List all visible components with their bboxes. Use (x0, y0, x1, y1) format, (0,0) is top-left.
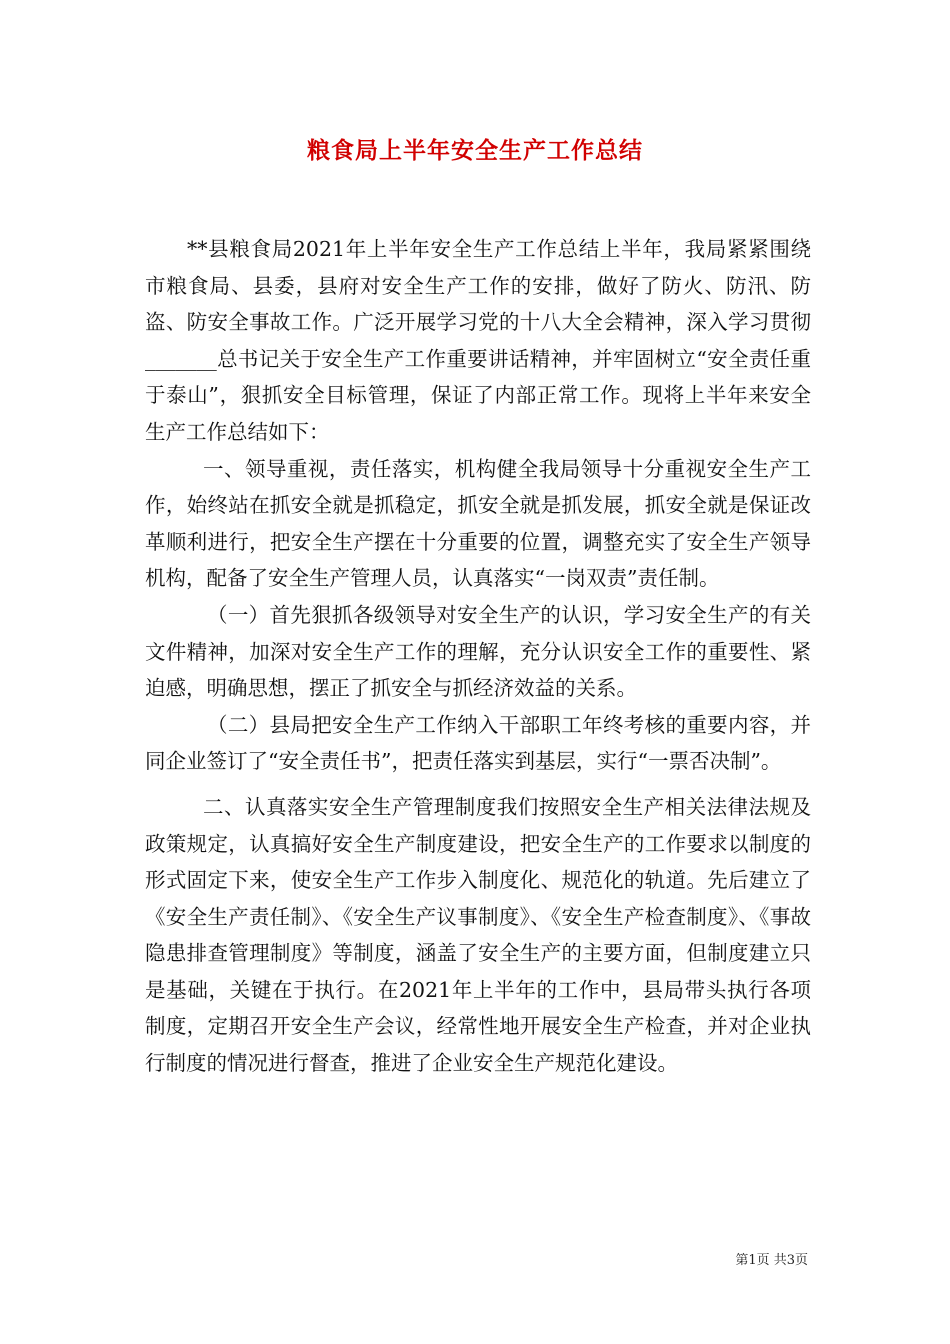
paragraph-intro: **县粮食局2021年上半年安全生产工作总结上半年，我局紧紧围绕市粮食局、县委，县府对安全生产工作的安排，做好了防火、防汛、防盗、防安全事故工作。广泛开展学习党的十八大全会精神，深入学习贯彻_______总书记关于安全生产工作重要讲话精神，并牢固树立“安全责任重于泰山”，狠抓安全目标管理，保证了内部正常工作。现将上半年来安全生产工作总结如下： (145, 237, 811, 444)
document-title: 粮食局上半年安全生产工作总结 (307, 138, 643, 164)
document-body (145, 231, 811, 1082)
paragraph-subsection-1: （一）首先狠抓各级领导对安全生产的认识，学习安全生产的有关文件精神，加深对安全生产工作的理解，充分认识安全工作的重要性、紧迫感，明确思想，摆正了抓安全与抓经济效益的关系。 (145, 602, 811, 701)
page-number-footer: 第1页 共3页 (735, 1253, 808, 1268)
paragraph-section-1: 一、领导重视，责任落实，机构健全我局领导十分重视安全生产工作，始终站在抓安全就是抓稳定，抓安全就是抓发展，抓安全就是保证改革顺利进行，把安全生产摆在十分重要的位置，调整充实了安全生产领导机构，配备了安全生产管理人员，认真落实“一岗双责”责任制。 (145, 456, 811, 591)
paragraph-subsection-2: （二）县局把安全生产工作纳入干部职工年终考核的重要内容，并同企业签订了“安全责任书”，把责任落实到基层，实行“一票否决制”。 (145, 712, 811, 774)
paragraph-section-2: 二、认真落实安全生产管理制度我们按照安全生产相关法律法规及政策规定，认真搞好安全生产制度建设，把安全生产的工作要求以制度的形式固定下来，使安全生产工作步入制度化、规范化的轨道。先后建立了《安全生产责任制》、《安全生产议事制度》、《安全生产检查制度》、《事故隐患排查管理制度》等制度，涵盖了安全生产的主要方面，但制度建立只是基础，关键在于执行。在2021年上半年的工作中，县局带头执行各项制度，定期召开安全生产会议，经常性地开展安全生产检查，并对企业执行制度的情况进行督查，推进了企业安全生产规范化建设。 (145, 794, 811, 1076)
